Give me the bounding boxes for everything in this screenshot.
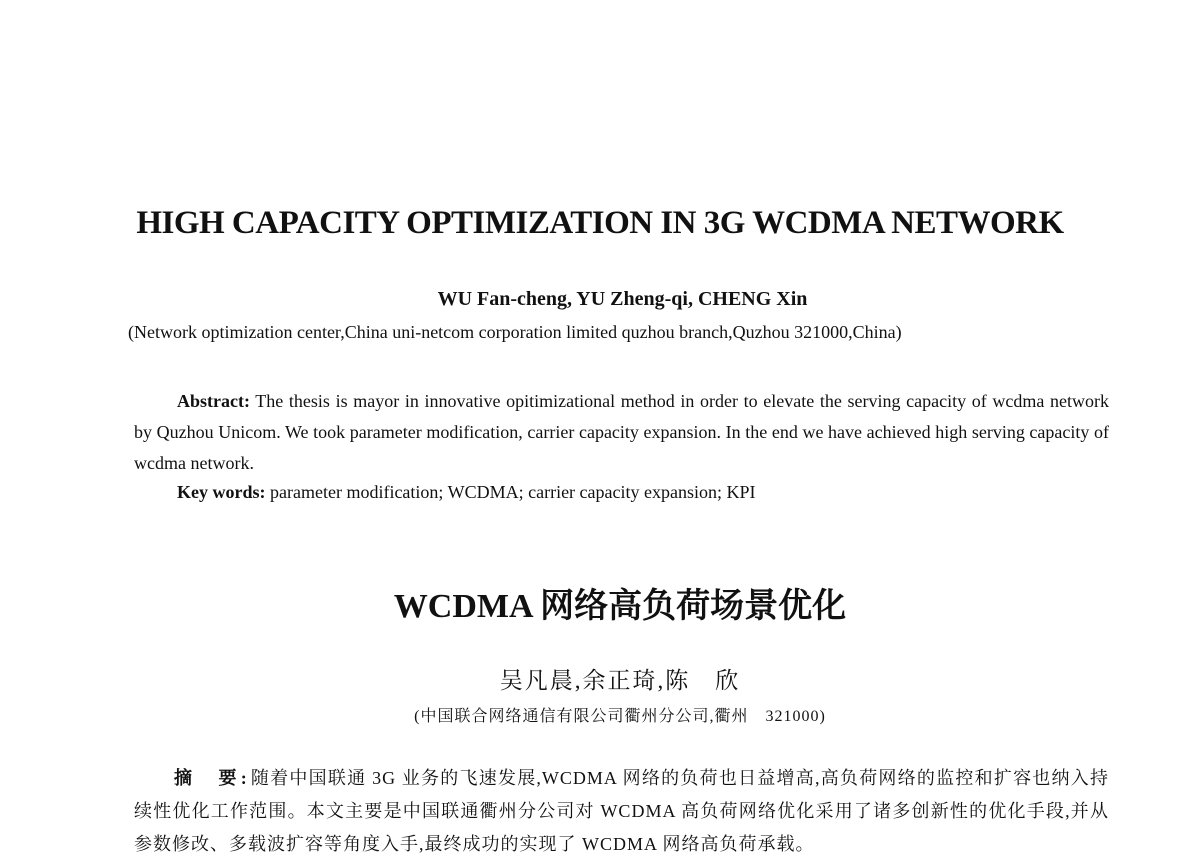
english-authors: WU Fan-cheng, YU Zheng-qi, CHENG Xin [437, 288, 808, 310]
abstract-label: Abstract: [177, 391, 250, 411]
chinese-authors: 吴凡晨,余正琦,陈 欣 [499, 668, 741, 693]
english-keywords [177, 482, 1107, 503]
english-title: HIGH CAPACITY OPTIMIZATION IN 3G WCDMA NETWORK [136, 205, 1064, 241]
chinese-title: WCDMA 网络高负荷场景优化 [393, 588, 847, 625]
chinese-affiliation: (中国联合网络通信有限公司衢州分公司,衢州 321000) [414, 708, 826, 725]
chinese-abstract-text: 随着中国联通 3G 业务的飞速发展,WCDMA 网络的负荷也日益增高,高负荷网络的监控和扩容也纳入持续性优化工作范围。本文主要是中国联通衢州分公司对 WCDMA 高负荷网络优化采用了诸多创新性的优化手段,并从参数修改、多载波扩容等角度入手,最终成功的实现了 WCDMA 网络高负荷承载。 [134, 768, 1110, 854]
keywords-text: parameter modification; WCDMA; carrier capacity expansion; KPI [265, 482, 756, 502]
keywords-label: Key words: [177, 482, 266, 502]
english-abstract [134, 386, 1109, 479]
chinese-abstract-label: 摘 要: [174, 768, 251, 788]
chinese-abstract [134, 762, 1109, 861]
abstract-text: The thesis is mayor in innovative opitimizational method in order to elevate the serving capacity of wcdma network by Quzhou Unicom. We took parameter modification, carrier capacity expansion. In the end we have achieved high serving capacity of wcdma network. [134, 391, 1109, 473]
english-affiliation: (Network optimization center,China uni-netcom corporation limited quzhou branch,Quzhou 321000,China) [128, 322, 902, 342]
